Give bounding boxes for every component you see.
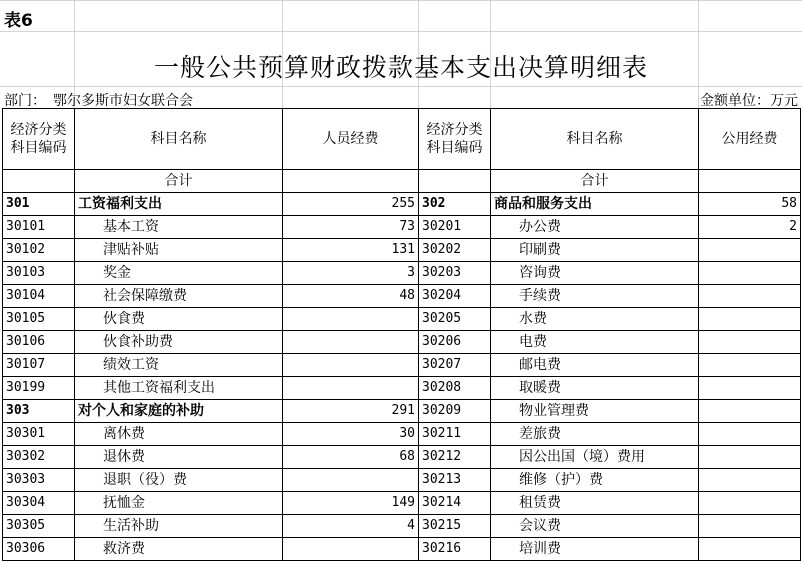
cell-name-right: 培训费 [491,538,699,561]
cell-code-left: 30301 [3,423,75,446]
cell-name-right: 印刷费 [491,239,699,262]
cell-value-right [699,377,801,400]
cell-code-right: 30205 [419,308,491,331]
cell-code-right: 302 [419,193,491,216]
cell-code-right: 30211 [419,423,491,446]
cell-value-left [283,331,419,354]
cell-value-left [283,377,419,400]
table-row [3,515,801,538]
cell-value-left: 3 [283,262,419,285]
cell-value-left: 131 [283,239,419,262]
cell-name-left: 其他工资福利支出 [75,377,283,400]
cell-value-left: 48 [283,285,419,308]
cell-code-left: 30103 [3,262,75,285]
cell-name-right: 办公费 [491,216,699,239]
cell-code-left: 30102 [3,239,75,262]
table-row [3,331,801,354]
cell-code-left: 30303 [3,469,75,492]
header-value-right: 公用经费 [699,109,801,170]
table-row [3,193,801,216]
cell-name-left: 奖金 [75,262,283,285]
page-title: 一般公共预算财政拨款基本支出决算明细表 [153,53,648,82]
cell-name-left: 生活补助 [75,515,283,538]
cell-value-right [699,354,801,377]
header-name-left: 科目名称 [75,109,283,170]
header-code-left: 经济分类 科目编码 [3,109,75,170]
cell-code-right: 30212 [419,446,491,469]
gridline [0,31,802,32]
cell-code-left: 30199 [3,377,75,400]
cell-code-right: 30202 [419,239,491,262]
cell-value-right [699,239,801,262]
cell-code-left: 301 [3,193,75,216]
cell-code-right: 30207 [419,354,491,377]
table-row [3,423,801,446]
cell-code-right: 30209 [419,400,491,423]
cell-value-right [699,469,801,492]
cell-value-right [699,423,801,446]
table-row [3,239,801,262]
total-label-right: 合计 [491,170,699,193]
sheet-tag: 表6 [4,11,33,31]
cell-code-left: 30302 [3,446,75,469]
cell-code-right: 30208 [419,377,491,400]
table-row [3,492,801,515]
cell-value-left [283,469,419,492]
cell-value-left [283,308,419,331]
cell-value-left: 255 [283,193,419,216]
cell-name-left: 伙食补助费 [75,331,283,354]
expense-table [2,108,801,561]
cell-name-right: 租赁费 [491,492,699,515]
cell-name-right: 取暖费 [491,377,699,400]
header-value-left: 人员经费 [283,109,419,170]
table-row [3,400,801,423]
cell-name-left: 离休费 [75,423,283,446]
table-row [3,216,801,239]
department-label: 部门： 鄂尔多斯市妇女联合会 [4,93,193,109]
cell-code-left: 30304 [3,492,75,515]
cell-code-left: 30107 [3,354,75,377]
cell-name-right: 商品和服务支出 [491,193,699,216]
cell-code-right: 30215 [419,515,491,538]
cell-name-left: 绩效工资 [75,354,283,377]
cell-value-right [699,285,801,308]
table-header-row [3,109,801,170]
cell-name-left: 社会保障缴费 [75,285,283,308]
cell-value-right [699,400,801,423]
cell-code-left: 30106 [3,331,75,354]
cell-name-left: 津贴补贴 [75,239,283,262]
cell-name-left: 基本工资 [75,216,283,239]
cell-code-left: 30105 [3,308,75,331]
table-row [3,262,801,285]
cell-value-left: 73 [283,216,419,239]
cell-value-right [699,492,801,515]
cell-name-right: 因公出国（境）费用 [491,446,699,469]
cell-value-right [699,515,801,538]
cell-value-left: 30 [283,423,419,446]
cell-name-left: 工资福利支出 [75,193,283,216]
cell-value-left: 291 [283,400,419,423]
cell-code-right: 30203 [419,262,491,285]
cell-name-left: 退休费 [75,446,283,469]
total-label-left: 合计 [75,170,283,193]
cell-code-left: 30104 [3,285,75,308]
table-row [3,377,801,400]
cell-name-right: 维修（护）费 [491,469,699,492]
gridline [0,86,802,87]
cell-name-right: 差旅费 [491,423,699,446]
total-row [3,170,801,193]
cell-name-left: 退职（役）费 [75,469,283,492]
cell-name-right: 邮电费 [491,354,699,377]
cell-code-right: 30206 [419,331,491,354]
cell-code-left: 30306 [3,538,75,561]
cell-value-right: 2 [699,216,801,239]
cell-value-right [699,308,801,331]
cell-name-left: 抚恤金 [75,492,283,515]
cell-value-left: 4 [283,515,419,538]
cell-name-right: 手续费 [491,285,699,308]
cell-name-left: 救济费 [75,538,283,561]
cell-name-right: 会议费 [491,515,699,538]
cell-name-right: 水费 [491,308,699,331]
cell-name-left: 伙食费 [75,308,283,331]
table-row [3,308,801,331]
cell-value-left [283,538,419,561]
cell-code-left: 303 [3,400,75,423]
cell-code-right: 30201 [419,216,491,239]
cell-value-right: 58 [699,193,801,216]
cell-value-right [699,538,801,561]
table-row [3,469,801,492]
unit-label: 金额单位：万元 [700,93,798,109]
cell-code-left: 30101 [3,216,75,239]
table-row [3,538,801,561]
gridline [0,0,802,1]
cell-code-right: 30216 [419,538,491,561]
table-row [3,446,801,469]
cell-code-right: 30204 [419,285,491,308]
cell-name-right: 物业管理费 [491,400,699,423]
cell-value-left: 149 [283,492,419,515]
table-row [3,354,801,377]
cell-value-right [699,446,801,469]
cell-name-right: 咨询费 [491,262,699,285]
cell-value-right [699,331,801,354]
cell-code-right: 30213 [419,469,491,492]
cell-code-left: 30305 [3,515,75,538]
header-name-right: 科目名称 [491,109,699,170]
header-code-right: 经济分类 科目编码 [419,109,491,170]
cell-value-left [283,354,419,377]
cell-name-right: 电费 [491,331,699,354]
cell-code-right: 30214 [419,492,491,515]
cell-value-left: 68 [283,446,419,469]
cell-name-left: 对个人和家庭的补助 [75,400,283,423]
cell-value-right [699,262,801,285]
table-row [3,285,801,308]
